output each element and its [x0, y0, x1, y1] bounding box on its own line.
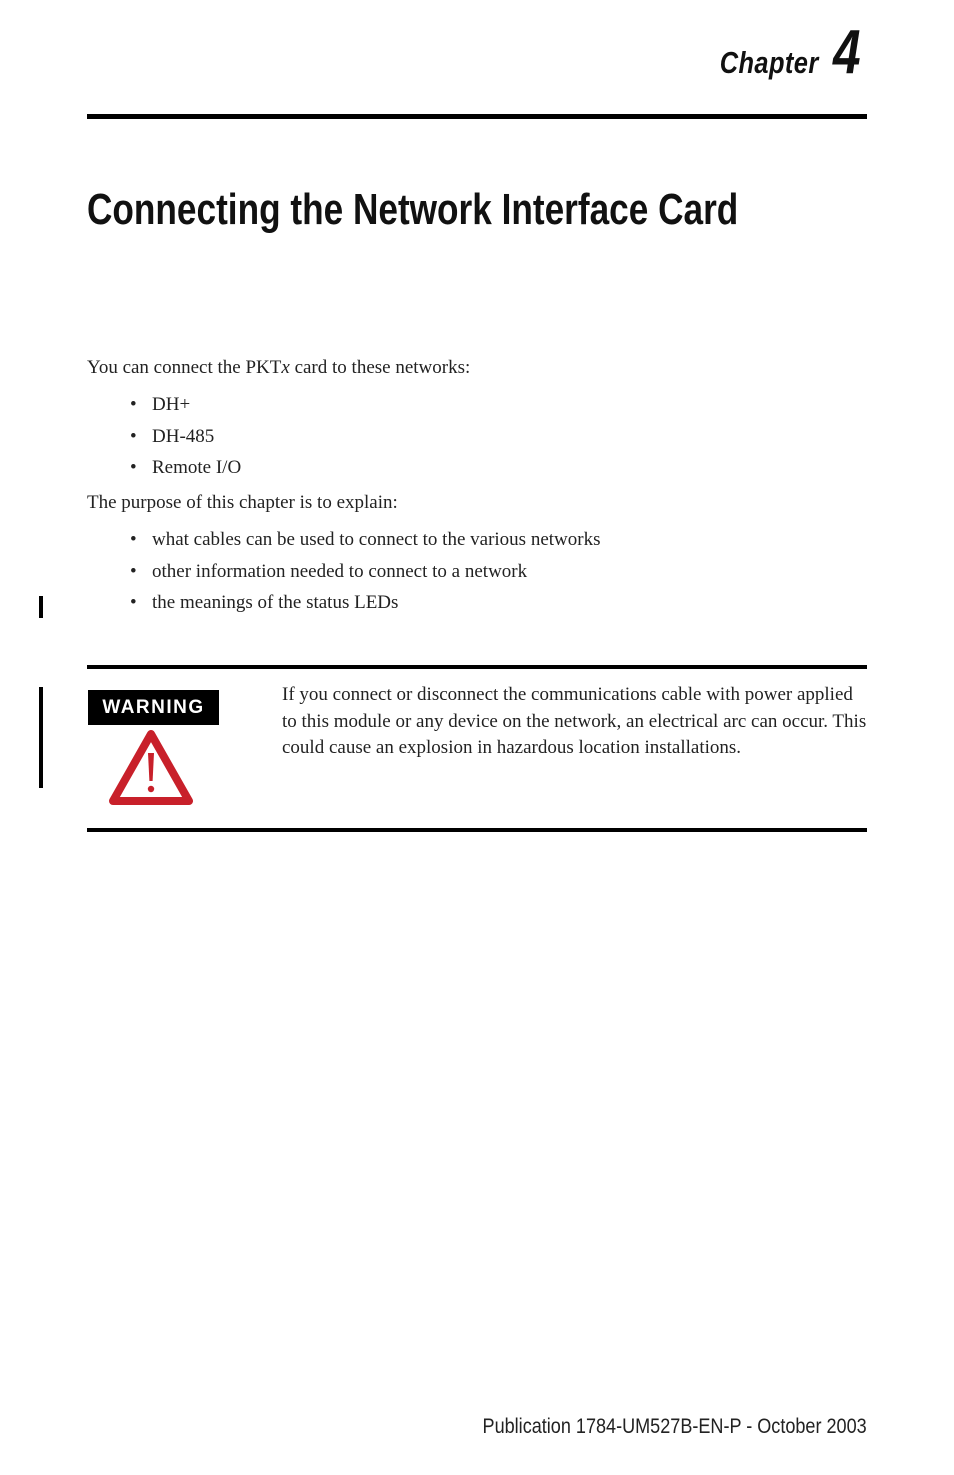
warning-label: WARNING — [88, 690, 219, 725]
intro-text-after: card to these networks: — [289, 357, 471, 378]
list-item — [130, 425, 241, 457]
purpose-item: other information needed to connect to a network — [152, 560, 528, 582]
bullet-icon: • — [130, 394, 137, 415]
network-item: DH+ — [152, 394, 191, 415]
bullet-icon: • — [130, 529, 137, 550]
publication-footer: Publication 1784-UM527B-EN-P - October 2003 — [482, 1415, 867, 1438]
network-list — [130, 393, 241, 488]
chapter-header — [698, 18, 867, 87]
network-item: Remote I/O — [152, 457, 242, 478]
bullet-icon: • — [130, 457, 137, 478]
chapter-label: Chapter — [719, 45, 819, 80]
intro-text-before: You can connect the PKT — [87, 357, 282, 378]
purpose-item: the meanings of the status LEDs — [152, 592, 399, 613]
list-item — [130, 528, 600, 560]
change-bar — [39, 687, 43, 788]
header-rule — [87, 114, 867, 119]
intro-text-italic: x — [281, 357, 290, 378]
list-item — [130, 591, 600, 623]
bullet-icon: • — [130, 425, 137, 447]
list-item — [130, 456, 241, 488]
bullet-icon: • — [130, 560, 137, 582]
purpose-list — [130, 528, 600, 623]
page-title: Connecting the Network Interface Card — [87, 185, 739, 234]
warning-top-rule — [87, 665, 867, 669]
list-item — [130, 560, 600, 592]
exclamation-mark-dot — [148, 786, 154, 792]
intro-paragraph — [87, 357, 470, 380]
warning-triangle-icon — [108, 729, 194, 807]
network-item: DH-485 — [152, 425, 215, 447]
list-item — [130, 393, 241, 425]
purpose-intro: The purpose of this chapter is to explain: — [87, 492, 398, 513]
chapter-number: 4 — [832, 18, 861, 87]
purpose-item: what cables can be used to connect to the various networks — [152, 529, 601, 550]
warning-bottom-rule — [87, 828, 867, 832]
bullet-icon: • — [130, 592, 137, 613]
change-bar — [39, 596, 43, 618]
warning-text: If you connect or disconnect the communications cable with power applied to this module or any device on the network, an electrical arc can occur. This could cause an explosion in hazardous location installations. — [282, 684, 867, 758]
exclamation-mark-stem — [148, 753, 154, 781]
